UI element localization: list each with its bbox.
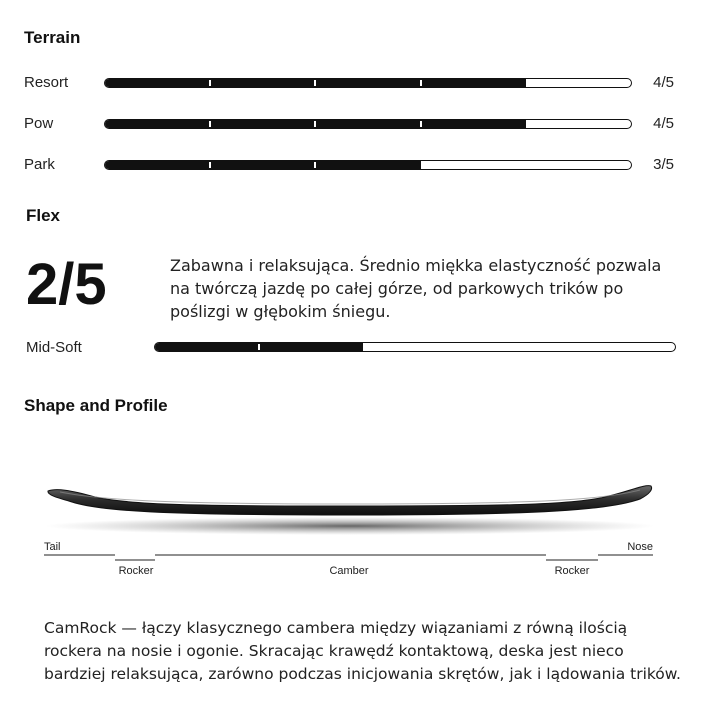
flex-label: Mid-Soft bbox=[26, 339, 82, 356]
rating-segment-divider bbox=[314, 162, 316, 168]
board-shadow bbox=[45, 517, 655, 535]
rating-segment-divider bbox=[209, 121, 211, 127]
flex-title: Flex bbox=[26, 206, 61, 225]
resort-rating-bar bbox=[104, 78, 632, 88]
flex-description: Zabawna i relaksująca. Średnio miękka elastyczność pozwala na twórczą jazdę po całej górze, od parkowych trików po poślizgi w głębokim śniegu. bbox=[170, 256, 662, 321]
rating-segment-divider bbox=[258, 344, 260, 350]
terrain-value: 4/5 bbox=[653, 74, 674, 91]
rating-segment-divider bbox=[420, 80, 422, 86]
rocker-right-label: Rocker bbox=[554, 565, 590, 577]
terrain-label: Resort bbox=[24, 74, 69, 91]
terrain-value: 3/5 bbox=[653, 156, 674, 173]
flex-rating-bar bbox=[154, 342, 676, 352]
rating-segment-divider bbox=[314, 121, 316, 127]
terrain-row-park bbox=[24, 155, 684, 175]
rating-segment-divider bbox=[420, 121, 422, 127]
rating-segment-divider bbox=[209, 162, 211, 168]
profile-legend bbox=[44, 555, 653, 560]
terrain-label: Park bbox=[24, 156, 55, 173]
profile-diagram bbox=[0, 440, 708, 585]
profile-description: CamRock — łączy klasycznego cambera między wiązaniami z równą ilością rockera na nosie i ogonie. Skracając krawędź kontaktową, deska jest nieco bardziej relaksująca, zarówno podczas inicjowania skrętów, jak i lądowania trików. bbox=[44, 619, 681, 683]
rating-segment-divider bbox=[314, 80, 316, 86]
terrain-title: Terrain bbox=[24, 28, 81, 47]
park-rating-fill bbox=[105, 161, 421, 169]
terrain-row-resort bbox=[24, 73, 684, 93]
flex-big-value: 2/5 bbox=[26, 252, 107, 317]
camber-label: Camber bbox=[329, 565, 369, 577]
park-rating-bar bbox=[104, 160, 632, 170]
terrain-label: Pow bbox=[24, 115, 54, 132]
rocker-left-label: Rocker bbox=[118, 565, 154, 577]
terrain-row-pow bbox=[24, 114, 684, 134]
board-topsheet-highlight bbox=[60, 490, 640, 504]
shape-title: Shape and Profile bbox=[24, 396, 168, 415]
pow-rating-bar bbox=[104, 119, 632, 129]
rating-segment-divider bbox=[209, 80, 211, 86]
tail-label: Tail bbox=[44, 541, 61, 553]
nose-label: Nose bbox=[627, 541, 653, 553]
terrain-value: 4/5 bbox=[653, 115, 674, 132]
